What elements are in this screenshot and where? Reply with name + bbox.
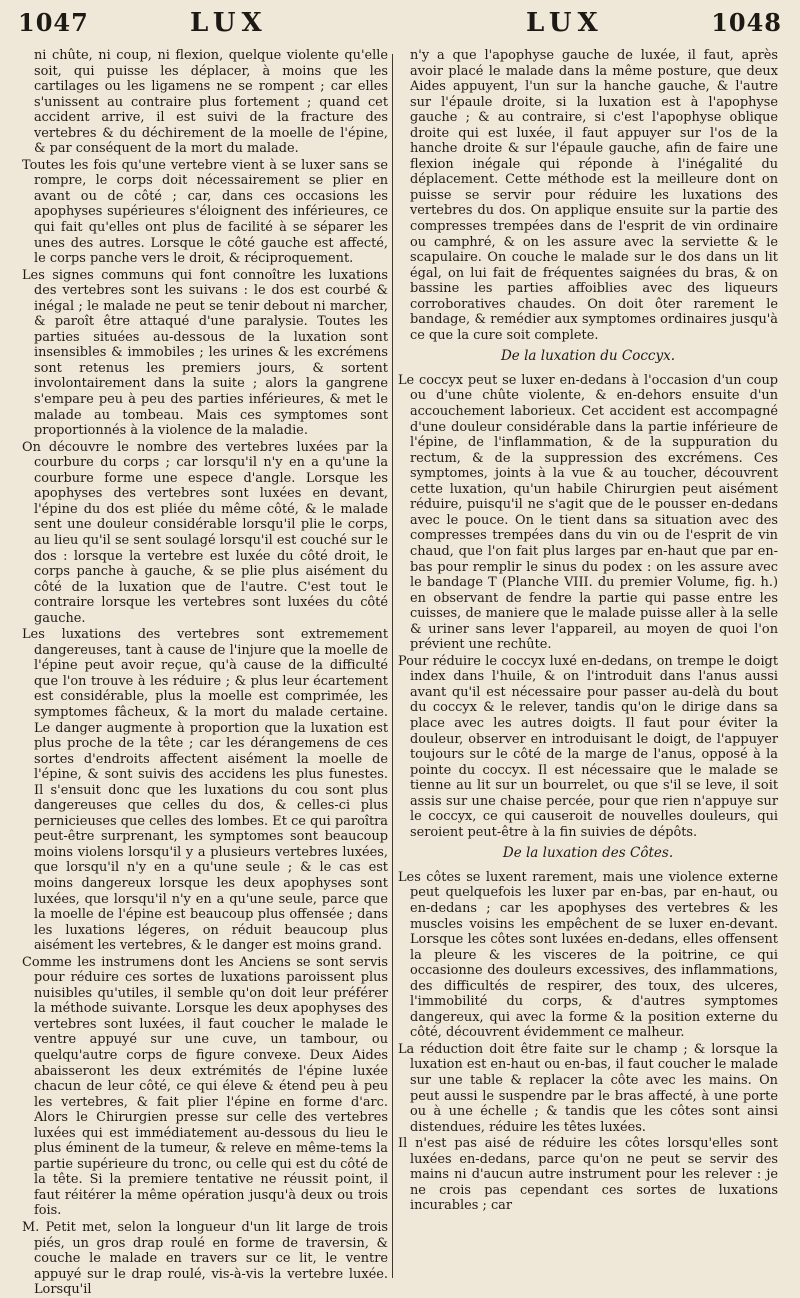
left-text-column — [22, 48, 388, 1298]
paragraph: Le coccyx peut se luxer en-dedans à l'occasion d'un coup ou d'une chûte violente, & en-dehors ensuite d'un accouchement laborieux. Cet accident est accompagné d'une douleur considérable dans la partie inférieure de l'épine, de l'inflammation, & de la suppuration du rectum, & de la suppression des excrémens. Ces symptomes, joints à la vue & au toucher, découvrent cette luxation, qu'un habile Chirurgien peut aisément réduire, puisqu'il ne s'agit que de le pousser en-dedans avec le pouce. On le tient dans sa situation avec des compresses trempées dans du vin ou de l'esprit de vin chaud, que l'on fait plus larges par en-haut que par en-bas pour remplir le sinus du podex : on les assure avec le bandage T (Planche VIII. du premier Volume, fig. h.) en observant de fendre la partie qui passe entre les cuisses, de maniere que le malade puisse aller à la selle & uriner sans lever l'appareil, au moyen de quoi l'on prévient une rechûte. — [398, 372, 778, 653]
paragraph: Pour réduire le coccyx luxé en-dedans, on trempe le doigt index dans l'huile, & on l'introduit dans l'anus aussi avant qu'il est nécessaire pour passer au-delà du bout du coccyx & le relever, tandis qu'on le dirige dans sa place avec les autres doigts. Il faut pour éviter la douleur, observer en introduisant le doigt, de l'appuyer toujours sur le côté de la marge de l'anus, opposé à la pointe du coccyx. Il est nécessaire que le malade se tienne au lit sur un bourrelet, ou que s'il se leve, il soit assis sur une chaise percée, pour que rien n'appuye sur le coccyx, ce qui causeroit de nouvelles douleurs, qui seroient peut-être à la fin suivies de dépôts. — [398, 653, 778, 840]
right-running-head: LUX — [526, 8, 604, 38]
paragraph: M. Petit met, selon la longueur d'un lit large de trois piés, un gros drap roulé en forme de traversin, & couche le malade en travers sur ce lit, le ventre appuyé sur le drap roulé, vis-à-vis la vertebre luxée. Lorsqu'il — [22, 1220, 388, 1298]
paragraph: Les signes communs qui font connoître les luxations des vertebres sont les suivans : le dos est courbé & inégal ; le malade ne peut se tenir debout ni marcher, & paroît être attaqué d'une paralysie. Toutes les parties situées au-dessous de la luxation sont insensibles & immobiles ; les urines & les excrémens sont retenus les premiers jours, & sortent involontairement dans la suite ; alors la gangrene s'empare peu à peu des parties inférieures, & met le malade au tombeau. Mais ces symptomes sont proportionnés à la violence de la maladie. — [22, 267, 388, 439]
paragraph: Toutes les fois qu'une vertebre vient à se luxer sans se rompre, le corps doit nécessairement se plier en avant ou de côté ; car, dans ces occasions les apophyses supérieures s'éloignent des inférieures, ce qui fait qu'elles ont plus de facilité à se séparer les unes des autres. Lorsque le côté gauche est affecté, le corps panche vers le droit, & réciproquement. — [22, 157, 388, 267]
section-heading: De la luxation du Coccyx. — [500, 348, 676, 365]
right-text-column — [398, 48, 778, 1280]
column-divider — [392, 54, 393, 1278]
left-running-head: LUX — [190, 8, 268, 38]
paragraph: Les luxations des vertebres sont extremement dangereuses, tant à cause de l'injure que la moelle de l'épine peut avoir reçue, qu'à cause de la difficulté que l'on trouve à les réduire ; & plus leur écartement est considérable, plus la moelle est comprimée, les symptomes fâcheux, & la mort du malade certaine. Le danger augmente à proportion que la luxation est plus proche de la tête ; car les dérangemens de ces sortes d'endroits affectent aisément la moelle de l'épine, & sont suivis des accidens les plus funestes. Il s'ensuit donc que les luxations du cou sont plus dangereuses que celles du dos, & celles-ci plus pernicieuses que celles des lombes. Et ce qui paroîtra peut-être surprenant, les symptomes sont beaucoup moins violens lorsqu'il y a plusieurs vertebres luxées, que lorsqu'il n'y en a qu'une seule ; & le cas est moins dangereux lorsque les deux apophyses sont luxées, que lorsqu'il n'y en a qu'une seule, parce que la moelle de l'épine est beaucoup plus offensée ; dans les luxations légeres, on réduit beaucoup plus aisément les vertebres, & le danger est moins grand. — [22, 627, 388, 954]
paragraph: On découvre le nombre des vertebres luxées par la courbure du corps ; car lorsqu'il n'y en a qu'une la courbure forme une espece d'angle. Lorsque les apophyses des vertebres sont luxées en devant, l'épine du dos est pliée du même côté, & le malade sent une douleur considérable lorsqu'il plie le corps, au lieu qu'il se sent soulagé lorsqu'il est couché sur le dos : lorsque la vertebre est luxée du côté droit, le corps panche à gauche, & se plie plus aisément du côté de la luxation que de l'autre. C'est tout le contraire lorsque les vertebres sont luxées du côté gauche. — [22, 439, 388, 626]
paragraph: La réduction doit être faite sur le champ ; & lorsque la luxation est en-haut ou en-bas, il faut coucher le malade sur une table & replacer la côte avec les mains. On peut aussi le suspendre par le bras affecté, à une porte ou à une échelle ; & tandis que les côtes sont ainsi distendues, réduire les têtes luxées. — [398, 1041, 778, 1135]
page-header — [14, 8, 786, 44]
section-heading: De la luxation des Côtes. — [502, 845, 674, 862]
paragraph: Les côtes se luxent rarement, mais une violence externe peut quelquefois les luxer par en-bas, par en-haut, ou en-dedans ; car les apophyses des vertebres & les muscles voisins les empêchent de se luxer en-devant. Lorsque les côtes sont luxées en-dedans, elles offensent la pleure & les visceres de la poitrine, ce qui occasionne des douleurs excessives, des inflammations, des difficultés de respirer, des toux, des ulceres, l'immobilité du corps, & d'autres symptomes dangereux, qui avec la forme & la position externe du côté, découvrent évidemment ce malheur. — [398, 869, 778, 1041]
paragraph: n'y a que l'apophyse gauche de luxée, il faut, après avoir placé le malade dans la même posture, que deux Aides appuyent, l'un sur la hanche gauche, & l'autre sur l'épaule droite, si la luxation est à l'apophyse gauche ; & au contraire, si c'est l'apophyse oblique droite qui est luxée, il faut appuyer sur l'os de la hanche droite & sur l'épaule gauche, afin de faire une flexion inégale qui réponde à l'inégalité du déplacement. Cette méthode est la meilleure dont on puisse se servir pour réduire les luxations des vertebres du dos. On applique ensuite sur la partie des compresses trempées dans de l'esprit de vin ordinaire ou camphré, & on les assure avec la serviette & le scapulaire. On couche le malade sur le dos dans un lit égal, on lui fait de fréquentes saignées du bras, & on bassine les parties affoiblies avec des liqueurs corroboratives chaudes. On doit ôter rarement le bandage, & remédier aux symptomes ordinaires jusqu'à ce que la cure soit complete. — [410, 48, 778, 343]
paragraph: Il n'est pas aisé de réduire les côtes lorsqu'elles sont luxées en-dedans, parce qu'on ne peut se servir des mains ni d'aucun autre instrument pour les relever : je ne crois pas cependant ces sortes de luxations incurables ; car — [398, 1136, 778, 1214]
paragraph: ni chûte, ni coup, ni flexion, quelque violente qu'elle soit, qui puisse les déplacer, à moins que les cartilages ou les ligamens ne se rompent ; car elles s'unissent au contraire plus fortement ; quand cet accident arrive, il est suivi de la fracture des vertebres & du déchirement de la moelle de l'épine, & par conséquent de la mort du malade. — [34, 48, 388, 157]
paragraph: Comme les instrumens dont les Anciens se sont servis pour réduire ces sortes de luxations paroissent plus nuisibles qu'utiles, il semble qu'on doit leur préférer la méthode suivante. Lorsque les deux apophyses des vertebres sont luxées, il faut coucher le malade le ventre appuyé sur une cuve, un tambour, ou quelqu'autre corps de figure convexe. Deux Aides abaisseront les deux extrémités de l'épine luxée chacun de leur côté, ce qui éleve & étend peu à peu les vertebres, & fait plier l'épine en forme d'arc. Alors le Chirurgien presse sur celle des vertebres luxées qui est immédiatement au-dessous du lieu le plus éminent de la tumeur, & releve en même-tems la partie supérieure du tronc, ou celle qui est du côté de la tête. Si la premiere tentative ne réussit point, il faut réitérer la même opération jusqu'à deux ou trois fois. — [22, 954, 388, 1219]
right-page-number: 1048 — [711, 8, 782, 37]
left-page-number: 1047 — [18, 8, 89, 37]
